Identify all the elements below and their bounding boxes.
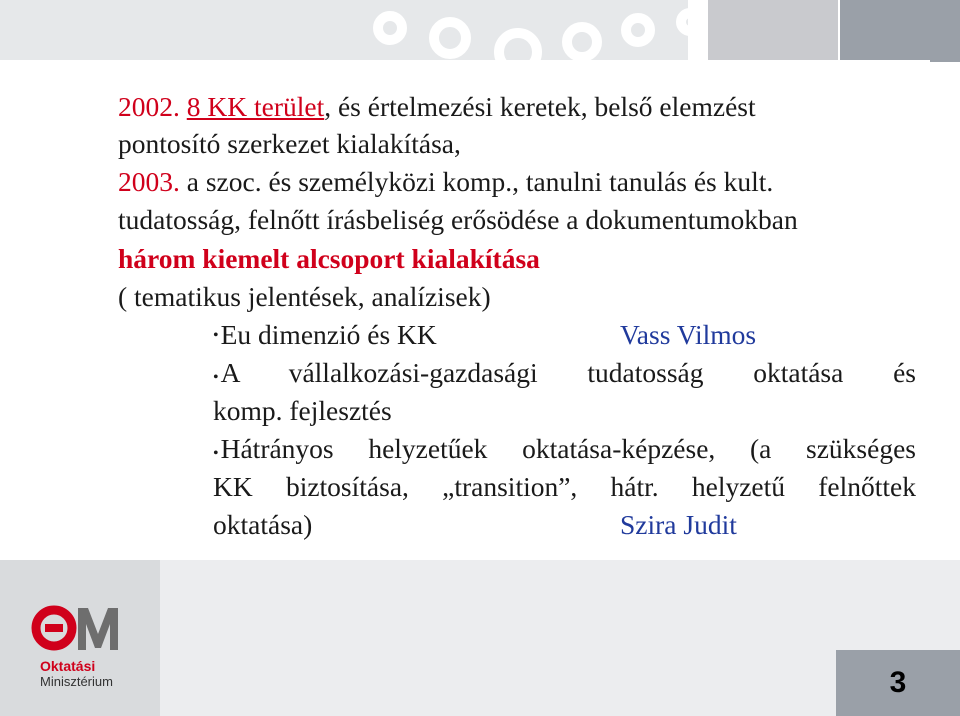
bullet-icon: • bbox=[213, 369, 219, 386]
text-line-1 bbox=[118, 90, 916, 124]
logo-line-2: Minisztérium bbox=[40, 674, 113, 689]
bullet-icon: • bbox=[213, 327, 219, 344]
logo-line-1: Oktatási bbox=[40, 658, 96, 674]
text-line-6: ( tematikus jelentések, analízisek) bbox=[118, 281, 491, 312]
bullet-3-line-2: KK biztosítása, „transition”, hátr. helyzetű felnőttek bbox=[213, 471, 916, 502]
om-logo-mark bbox=[30, 600, 130, 656]
page-number-box bbox=[836, 650, 960, 716]
text-line-3-rest: a szoc. és személyközi komp., tanulni tanulás és kult. bbox=[179, 166, 774, 197]
header-accent-block-dark bbox=[840, 0, 960, 62]
text-line-1-rest: , és értelmezési keretek, belső elemzést bbox=[324, 91, 756, 122]
text-line-2: pontosító szerkezet kialakítása, bbox=[118, 128, 461, 159]
year-2003: 2003. bbox=[118, 166, 180, 197]
om-logo bbox=[30, 600, 170, 700]
bullet-3-line-2-wrap bbox=[213, 470, 916, 504]
bullet-2-line-2: komp. fejlesztés bbox=[213, 395, 392, 426]
text-line-4: tudatosság, felnőtt írásbeliség erősödése a dokumentumokban bbox=[118, 204, 798, 235]
year-2002: 2002. bbox=[118, 91, 180, 122]
bullet-item-2 bbox=[213, 356, 916, 395]
bullet-3-line-1: Hátrányos helyzetűek oktatása-képzése, (a szükséges bbox=[220, 433, 916, 464]
page-number: 3 bbox=[889, 666, 907, 699]
text-line-3 bbox=[118, 165, 773, 199]
highlight-subgroups: három kiemelt alcsoport kialakítása bbox=[118, 243, 540, 274]
bullet-1-text: Eu dimenzió és KK bbox=[220, 319, 437, 350]
bullet-3-person: Szira Judit bbox=[620, 509, 737, 540]
kk-area-link[interactable]: 8 KK terület bbox=[186, 91, 325, 122]
bullet-item-3 bbox=[213, 432, 916, 471]
bullet-1-person: Vass Vilmos bbox=[620, 319, 757, 350]
bullet-icon: • bbox=[213, 445, 219, 462]
bullet-item-1 bbox=[213, 318, 437, 353]
bullet-2-line-1: A vállalkozási-gazdasági tudatosság oktatása és bbox=[220, 357, 916, 388]
bullet-3-line-3: oktatása) bbox=[213, 509, 313, 540]
